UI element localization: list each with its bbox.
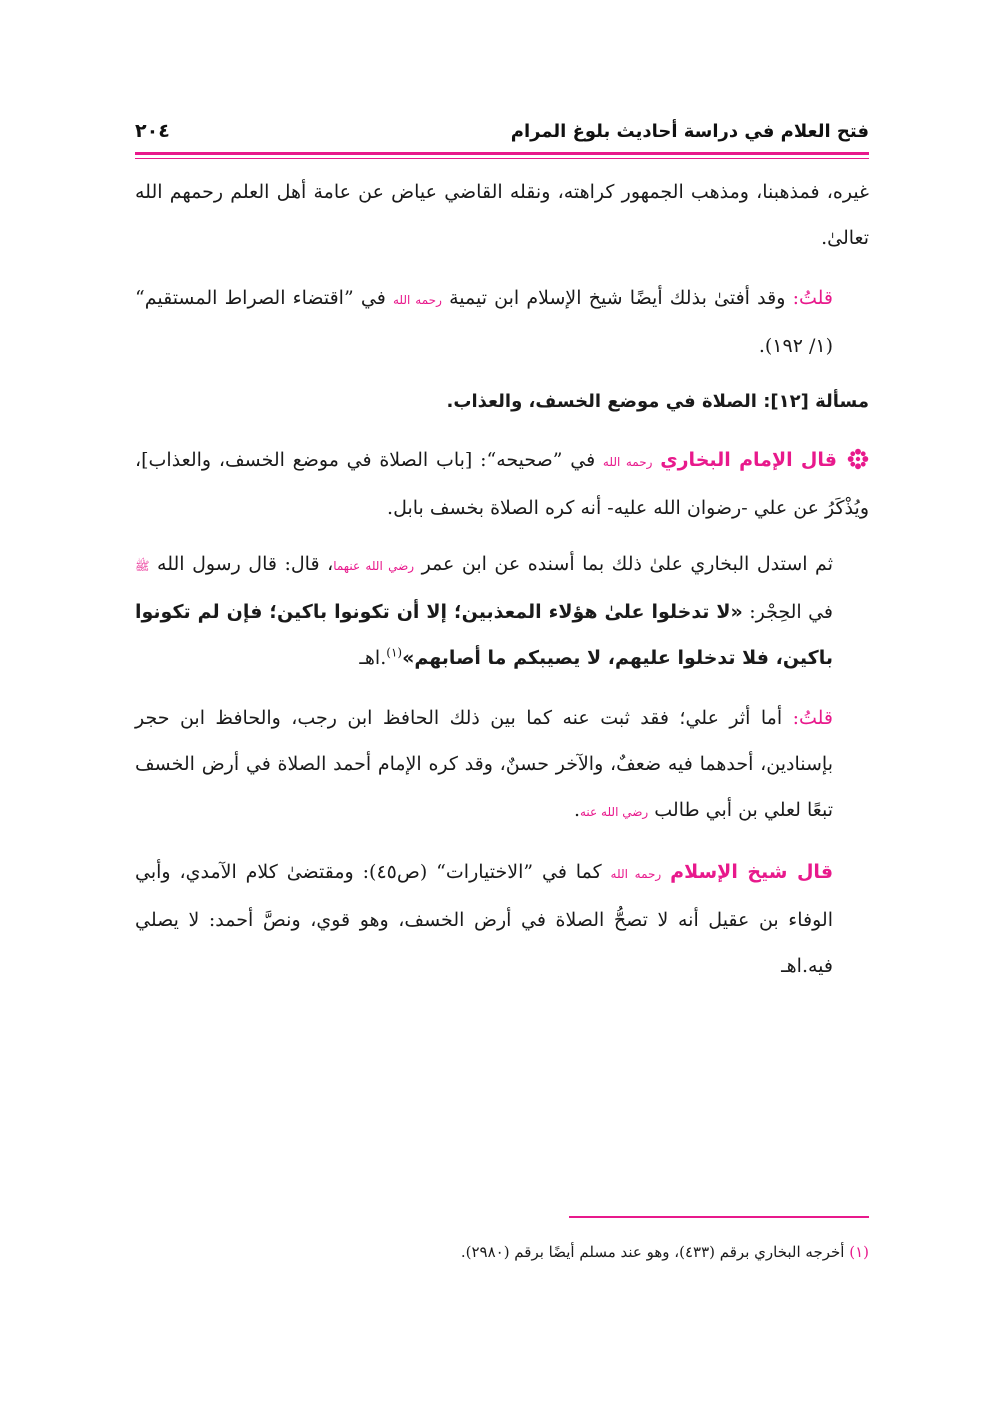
book-title: فتح العلام في دراسة أحاديث بلوغ المرام	[510, 121, 869, 142]
flower-ornament-icon	[847, 448, 869, 470]
paragraph-3	[135, 437, 869, 531]
page-number: ٢٠٤	[135, 120, 170, 142]
header-rule-thin	[135, 158, 869, 159]
paragraph-2-text-a: وقد أفتىٰ بذلك أيضًا شيخ الإسلام ابن تيمية	[441, 287, 793, 309]
footnote-text: أخرجه البخاري برقم (٤٣٣)، وهو عند مسلم أيضًا برقم (٢٩٨٠).	[460, 1243, 850, 1261]
paragraph-4-text-a: ثم استدل البخاري علىٰ ذلك بما أسنده عن ابن عمر	[414, 553, 833, 575]
shaykh-al-islam-lead: قال شيخ الإسلام	[670, 861, 834, 883]
paragraph-4-end: .اهـ	[359, 647, 387, 669]
issue-title: الصلاة في موضع الخسف، والعذاب.	[446, 391, 764, 412]
issue-heading	[135, 379, 869, 425]
paragraph-6-text: كما في ”الاختيارات“ (ص٤٥): ومقتضىٰ كلام الآمدي، وأبي الوفاء بن عقيل أنه لا تصحُّ الصلاة في أرض الخسف، وهو قوي، ونصَّ أحمد: لا يصلي فيه.اهـ	[135, 861, 833, 977]
running-header	[135, 110, 869, 148]
hadith-quote: «لا تدخلوا علىٰ هؤلاء المعذبين؛ إلا أن تكونوا باكين؛ فإن لم تكونوا باكين، فلا تدخلوا عليهم، لا يصيبكم ما أصابهم»	[135, 601, 833, 669]
qultu-label: قلتُ:	[792, 287, 833, 309]
paragraph-4	[135, 541, 869, 681]
paragraph-4-text-c: في الحِجْر:	[742, 601, 833, 623]
honorific: رحمه الله	[392, 293, 442, 307]
page	[135, 110, 869, 999]
footnote-separator	[569, 1216, 869, 1218]
paragraph-5-text-b: .	[573, 799, 580, 821]
paragraph-1-text: غيره، فمذهبنا، ومذهب الجمهور كراهته، ونقله القاضي عياض عن عامة أهل العلم رحمهم الله تعالىٰ.	[135, 181, 869, 249]
paragraph-2	[135, 275, 869, 369]
header-rule-thick	[135, 152, 869, 155]
paragraph-5	[135, 695, 869, 835]
paragraph-3-text: في ”صحيحه“: [باب الصلاة في موضع الخسف، والعذاب]، ويُذْكَرُ عن علي -رضوان الله عليه- أنه كره الصلاة بخسف بابل.	[135, 449, 869, 519]
footnote	[135, 1240, 869, 1264]
qultu-label: قلتُ:	[792, 707, 833, 729]
honorific: رضي الله عنهما	[333, 559, 415, 573]
main-text	[135, 169, 869, 989]
salawat-symbol: ﷺ	[135, 559, 150, 573]
bukhari-lead: قال الإمام البخاري	[660, 449, 837, 471]
paragraph-2-text-b: في ”اقتضاء الصراط المستقيم“ (١/ ١٩٢).	[135, 287, 833, 357]
issue-label: مسألة [١٢]:	[763, 391, 869, 412]
paragraph-5-text-a: أما أثر علي؛ فقد ثبت عنه كما بين ذلك الحافظ ابن رجب، والحافظ ابن حجر بإسنادين، أحدهما فيه ضعفٌ، والآخر حسنٌ، وقد كره الإمام أحمد الصلاة في أرض الخسف تبعًا لعلي بن أبي طالب	[135, 707, 834, 821]
paragraph-1	[135, 169, 869, 261]
honorific: رحمه الله	[602, 455, 653, 469]
footnote-ref[interactable]: (١)	[386, 645, 403, 660]
paragraph-4-text-b: ، قال: قال رسول الله	[149, 553, 334, 575]
honorific: رضي الله عنه	[579, 805, 649, 819]
footnote-number: (١)	[849, 1243, 869, 1261]
paragraph-6	[135, 849, 869, 989]
honorific: رحمه الله	[610, 867, 662, 881]
